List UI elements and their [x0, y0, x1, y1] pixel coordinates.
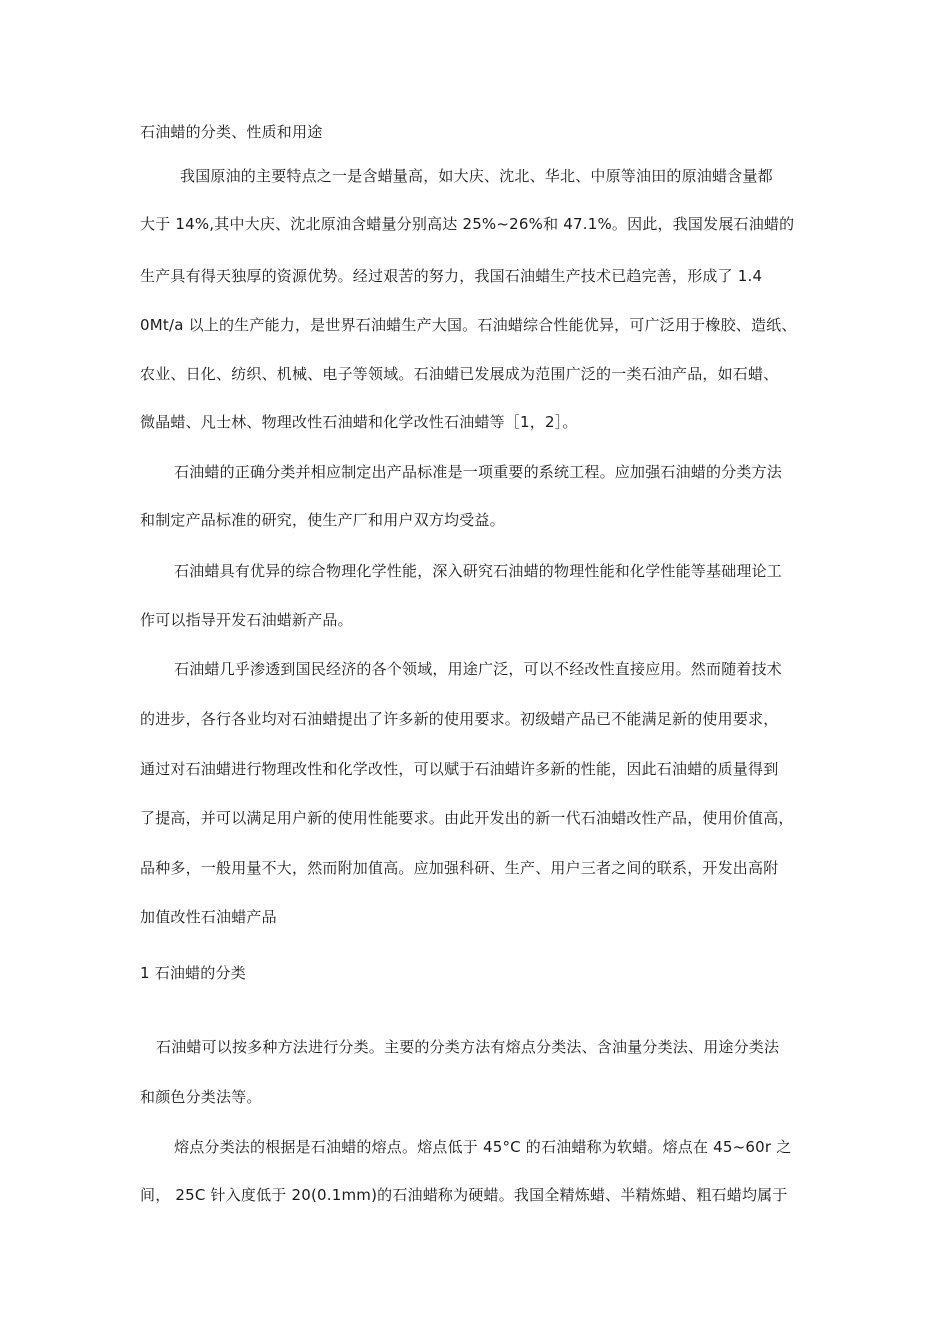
- paragraph-4-line-6: 加值改性石油蜡产品: [140, 908, 277, 926]
- paragraph-1-line-6: 微晶蜡、凡士林、物理改性石油蜡和化学改性石油蜡等［1，2］。: [140, 413, 578, 431]
- paragraph-4-line-2: 的进步，各行各业均对石油蜡提出了许多新的使用要求。初级蜡产品已不能满足新的使用要求，: [140, 710, 779, 728]
- paragraph-4-line-1: 石油蜡几乎渗透到国民经济的各个领域，用途广泛，可以不经改性直接应用。然而随着技术: [174, 660, 783, 678]
- paragraph-1-line-4: 0Mt/a 以上的生产能力，是世界石油蜡生产大国。石油蜡综合性能优异，可广泛用于橡胶、造纸、: [140, 316, 797, 334]
- paragraph-5-line-2: 和颜色分类法等。: [140, 1088, 262, 1106]
- paragraph-1-line-5: 农业、日化、纺织、机械、电子等领域。石油蜡已发展成为范围广泛的一类石油产品，如石蜡、: [140, 365, 779, 383]
- paragraph-5-line-1: 石油蜡可以按多种方法进行分类。主要的分类方法有熔点分类法、含油量分类法、用途分类法: [156, 1038, 780, 1056]
- paragraph-1-line-3: 生产具有得天独厚的资源优势。经过艰苦的努力，我国石油蜡生产技术已趋完善，形成了 1.4: [140, 267, 763, 285]
- paragraph-1-line-1: 我国原油的主要特点之一是含蜡量高，如大庆、沈北、华北、中原等油田的原油蜡含量都: [180, 167, 773, 185]
- paragraph-4-line-3: 通过对石油蜡进行物理改性和化学改性，可以赋于石油蜡许多新的性能，因此石油蜡的质量得到: [140, 760, 779, 778]
- paragraph-2-line-1: 石油蜡的正确分类并相应制定出产品标准是一项重要的系统工程。应加强石油蜡的分类方法: [174, 463, 783, 481]
- paragraph-3-line-1: 石油蜡具有优异的综合物理化学性能，深入研究石油蜡的物理性能和化学性能等基础理论工: [174, 562, 783, 580]
- paragraph-4-line-5: 品种多，一般用量不大，然而附加值高。应加强科研、生产、用户三者之间的联系，开发出高附: [140, 859, 779, 877]
- paragraph-6-line-1: 熔点分类法的根据是石油蜡的熔点。熔点低于 45°C 的石油蜡称为软蜡。熔点在 45~60r 之: [174, 1138, 792, 1156]
- paragraph-1-line-2: 大于 14%,其中大庆、沈北原油含蜡量分别高达 25%~26%和 47.1%。因此，我国发展石油蜡的: [140, 215, 795, 233]
- paragraph-4-line-4: 了提高，并可以满足用户新的使用性能要求。由此开发出的新一代石油蜡改性产品，使用价值高，: [140, 809, 794, 827]
- section-heading: 1 石油蜡的分类: [140, 964, 246, 982]
- document-title: 石油蜡的分类、性质和用途: [140, 123, 323, 141]
- paragraph-3-line-2: 作可以指导开发石油蜡新产品。: [140, 611, 353, 629]
- paragraph-6-line-2: 间， 25C 针入度低于 20(0.1mm)的石油蜡称为硬蜡。我国全精炼蜡、半精炼蜡、粗石蜡均属于: [140, 1186, 788, 1204]
- paragraph-2-line-2: 和制定产品标准的研究，使生产厂和用户双方均受益。: [140, 511, 505, 529]
